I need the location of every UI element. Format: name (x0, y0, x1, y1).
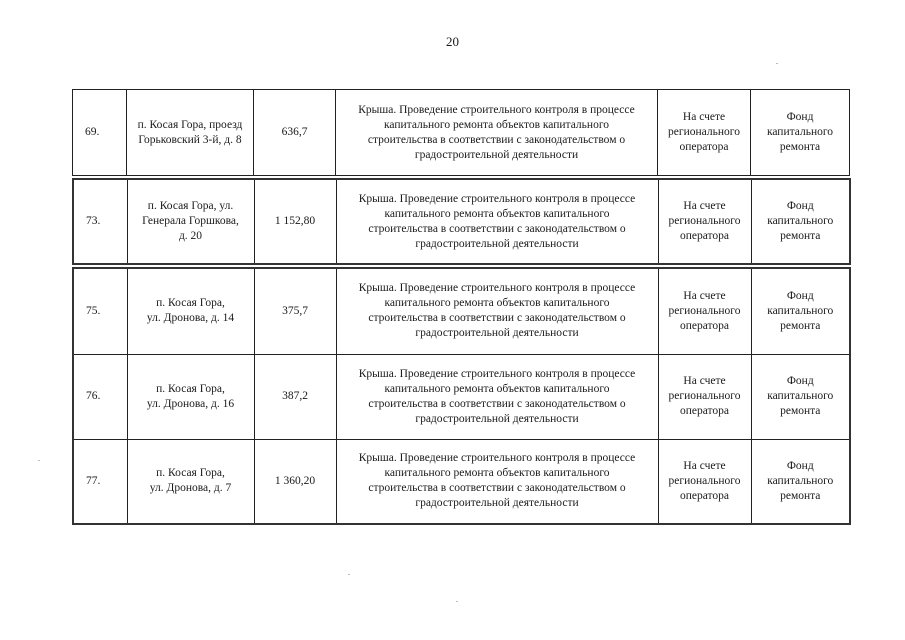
row-number: 75. (73, 268, 127, 354)
work-description-cell: Крыша. Проведение строительного контроля в процессе капитального ремонта объектов капитального строительства в соответствии с законодательством о градостроительной деятельности (336, 354, 658, 439)
fund-cell: Фонд капитального ремонта (751, 268, 850, 354)
fund-cell: Фонд капитального ремонта (751, 90, 850, 176)
account-cell: На счете регионального оператора (658, 90, 751, 176)
address-cell: п. Косая Гора, ул. Генерала Горшкова, д. 20 (127, 179, 254, 264)
account-cell: На счете регионального оператора (658, 179, 751, 264)
area-cell: 1 152,80 (254, 179, 336, 264)
row-number: 69. (73, 90, 127, 176)
fund-cell: Фонд капитального ремонта (751, 439, 850, 524)
row-number: 73. (73, 179, 127, 264)
address-cell: п. Косая Гора, ул. Дронова, д. 14 (127, 268, 254, 354)
table-fragment-3 (72, 267, 851, 525)
area-cell: 375,7 (254, 268, 336, 354)
table-row (73, 268, 850, 354)
row-number: 76. (73, 354, 127, 439)
address-cell: п. Косая Гора, ул. Дронова, д. 16 (127, 354, 254, 439)
scan-speck (776, 63, 778, 64)
scan-speck (348, 574, 350, 575)
work-description-cell: Крыша. Проведение строительного контроля в процессе капитального ремонта объектов капитального строительства в соответствии с законодательством о градостроительной деятельности (336, 90, 658, 176)
table-row (73, 439, 850, 524)
fund-cell: Фонд капитального ремонта (751, 179, 850, 264)
work-description-cell: Крыша. Проведение строительного контроля в процессе капитального ремонта объектов капитального строительства в соответствии с законодательством о градостроительной деятельности (336, 268, 658, 354)
area-cell: 387,2 (254, 354, 336, 439)
account-cell: На счете регионального оператора (658, 354, 751, 439)
row-number: 77. (73, 439, 127, 524)
work-description-cell: Крыша. Проведение строительного контроля в процессе капитального ремонта объектов капитального строительства в соответствии с законодательством о градостроительной деятельности (336, 179, 658, 264)
area-cell: 1 360,20 (254, 439, 336, 524)
table-row (73, 90, 850, 176)
address-cell: п. Косая Гора, ул. Дронова, д. 7 (127, 439, 254, 524)
page-number: 20 (446, 34, 459, 49)
account-cell: На счете регионального оператора (658, 268, 751, 354)
fund-cell: Фонд капитального ремонта (751, 354, 850, 439)
scan-speck (38, 460, 40, 461)
scan-speck (456, 601, 458, 602)
table-fragment-1 (72, 89, 850, 176)
area-cell: 636,7 (254, 90, 336, 176)
address-cell: п. Косая Гора, проезд Горьковский 3-й, д. 8 (127, 90, 254, 176)
table-row (73, 179, 850, 264)
work-description-cell: Крыша. Проведение строительного контроля в процессе капитального ремонта объектов капитального строительства в соответствии с законодательством о градостроительной деятельности (336, 439, 658, 524)
account-cell: На счете регионального оператора (658, 439, 751, 524)
table-row (73, 354, 850, 439)
table-fragment-2 (72, 178, 851, 265)
